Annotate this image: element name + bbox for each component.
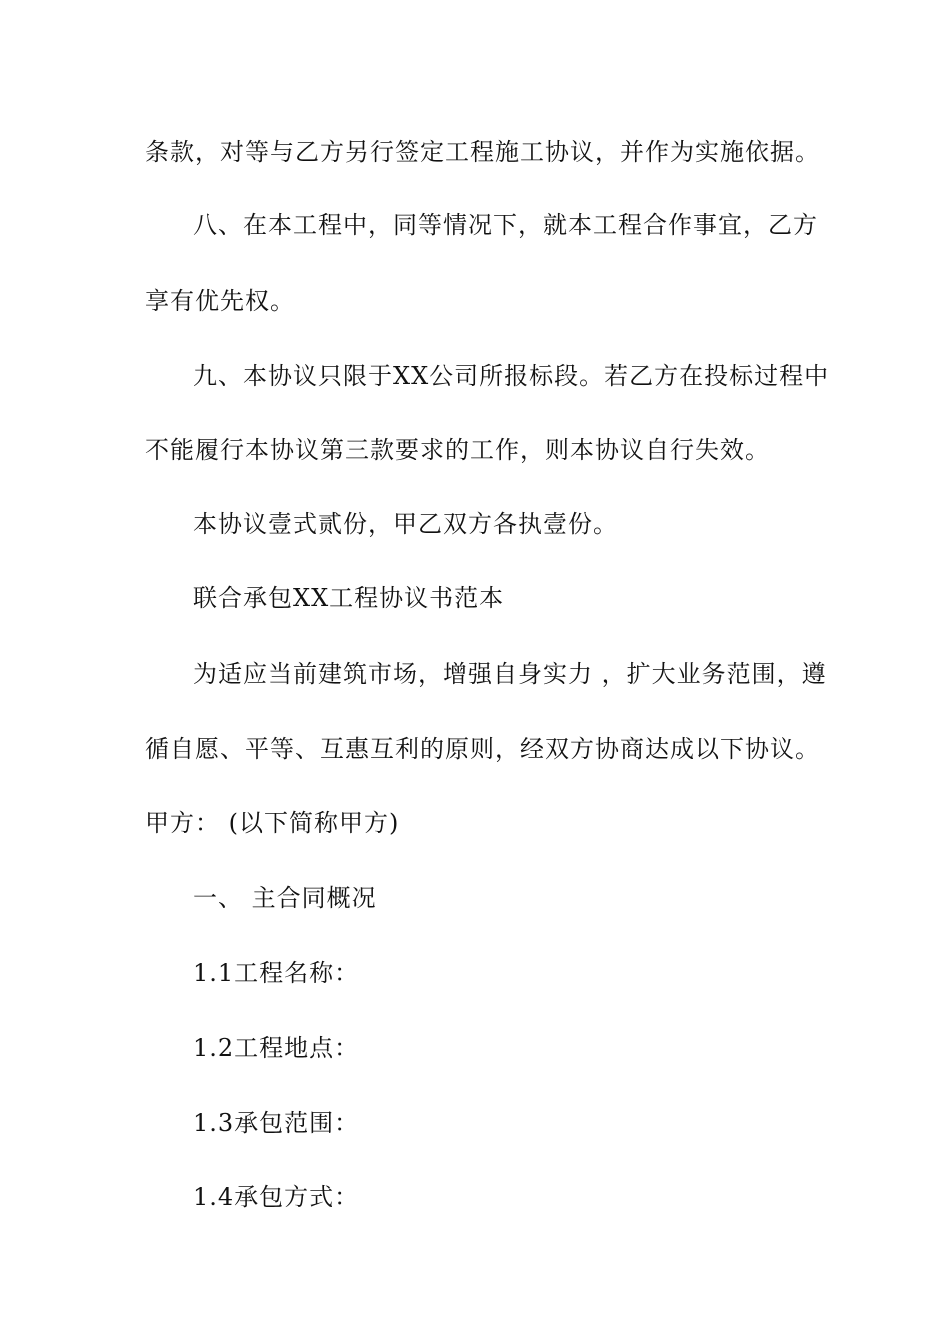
paragraph-line-preamble: 为适应当前建筑市场，增强自身实力 ，扩大业务范围，遵 (193, 660, 827, 688)
paragraph-line-copies: 本协议壹式贰份，甲乙双方各执壹份。 (193, 510, 618, 538)
section-title: 联合承包XX工程协议书范本 (193, 584, 505, 612)
paragraph-line-item-eight-cont: 享有优先权。 (145, 287, 295, 315)
field-project-name: 1.1工程名称： (193, 959, 360, 987)
party-a-line: 甲方： (以下简称甲方) (145, 809, 400, 837)
paragraph-line-item-nine-cont: 不能履行本协议第三款要求的工作，则本协议自行失效。 (145, 436, 770, 464)
paragraph-line-clause-end: 条款，对等与乙方另行签定工程施工协议，并作为实施依据。 (145, 138, 820, 166)
field-project-location: 1.2工程地点： (193, 1034, 360, 1062)
heading-main-contract-overview: 一、 主合同概况 (193, 884, 377, 912)
paragraph-line-preamble-cont: 循自愿、平等、互惠互利的原则，经双方协商达成以下协议。 (145, 735, 820, 763)
field-contract-scope: 1.3承包范围： (193, 1109, 360, 1137)
paragraph-line-item-eight: 八、在本工程中，同等情况下，就本工程合作事宜，乙方 (193, 211, 818, 239)
paragraph-line-item-nine: 九、本协议只限于XX公司所报标段。若乙方在投标过程中 (193, 362, 830, 390)
field-contract-method: 1.4承包方式： (193, 1183, 360, 1211)
